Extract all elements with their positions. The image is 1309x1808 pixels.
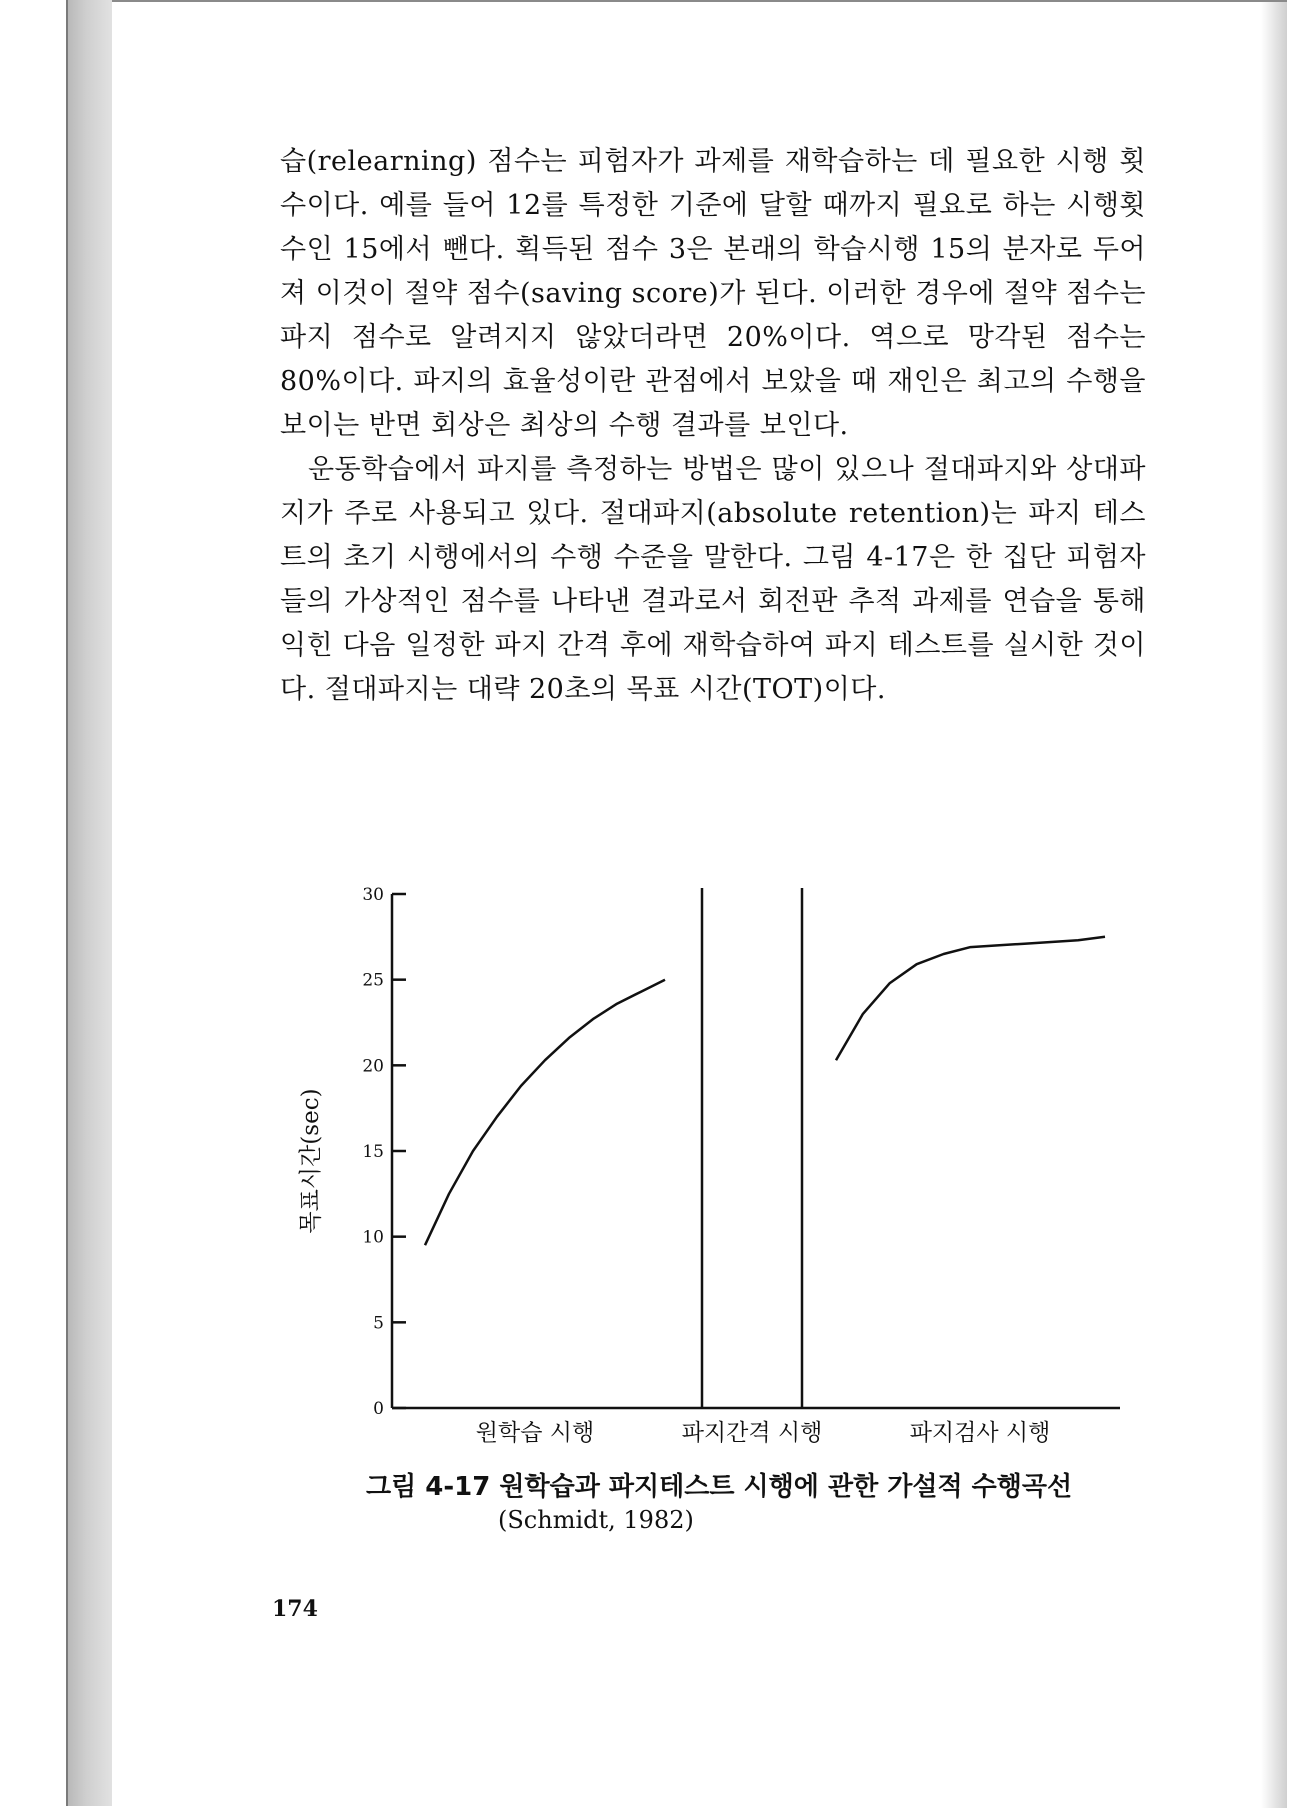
y-tick-label: 30 (362, 885, 384, 905)
y-tick-label: 10 (362, 1227, 384, 1248)
x-phase-label: 파지간격 시행 (681, 1420, 823, 1446)
book-spine-edge (66, 0, 115, 1806)
performance-curve-chart (280, 870, 1180, 1446)
figure-source: (Schmidt, 1982) (498, 1506, 694, 1534)
phase-dividers (702, 888, 802, 1408)
series-original-learning (425, 980, 665, 1245)
paragraph-2: 운동학습에서 파지를 측정하는 방법은 많이 있으나 절대파지와 상대파지가 주로 사용되고 있다. 절대파지(absolute retention)는 파지 테스트의 초기 시행에서의 수행 수준을 말한다. 그림 4-17은 한 집단 피험자들의 가상적인 점수를 나타낸 결과로서 회전판 추적 과제를 연습을 통해 익힌 다음 일정한 파지 간격 후에 재학습하여 파지 테스트를 실시한 것이다. 절대파지는 대략 20초의 목표 시간(TOT)이다. (280, 454, 1146, 705)
y-tick-label: 5 (373, 1313, 384, 1334)
x-phase-label: 파지검사 시행 (909, 1420, 1051, 1446)
y-ticks (362, 885, 406, 1419)
y-tick-label: 15 (362, 1142, 384, 1162)
chart-labels (298, 1088, 1050, 1446)
x-phase-label: 원학습 시행 (475, 1420, 595, 1446)
page-edge-shadow (1261, 2, 1287, 1808)
y-tick-label: 0 (373, 1399, 384, 1419)
page-number: 174 (272, 1596, 318, 1622)
y-tick-label: 20 (362, 1056, 384, 1077)
body-text (280, 140, 1146, 712)
series-retention-test (836, 937, 1105, 1060)
chart-axes (392, 894, 1120, 1408)
figure-caption: 그림 4-17 원학습과 파지테스트 시행에 관한 가설적 수행곡선 (366, 1472, 1073, 1502)
figure-4-17 (280, 870, 1180, 1446)
chart-series (425, 937, 1105, 1245)
y-axis-label: 목표시간(sec) (298, 1088, 324, 1234)
paragraph-1: 습(relearning) 점수는 피험자가 과제를 재학습하는 데 필요한 시행 횟수이다. 예를 들어 12를 특정한 기준에 달할 때까지 필요로 하는 시행횟수인 15에서 뺀다. 획득된 점수 3은 본래의 학습시행 15의 분자로 두어져 이것이 절약 점수(saving score)가 된다. 이러한 경우에 절약 점수는 파지 점수로 알려지지 않았더라면 20%이다. 역으로 망각된 점수는 80%이다. 파지의 효율성이란 관점에서 보았을 때 재인은 최고의 수행을 보이는 반면 회상은 최상의 수행 결과를 보인다. (280, 146, 1146, 441)
y-tick-label: 25 (362, 970, 384, 991)
